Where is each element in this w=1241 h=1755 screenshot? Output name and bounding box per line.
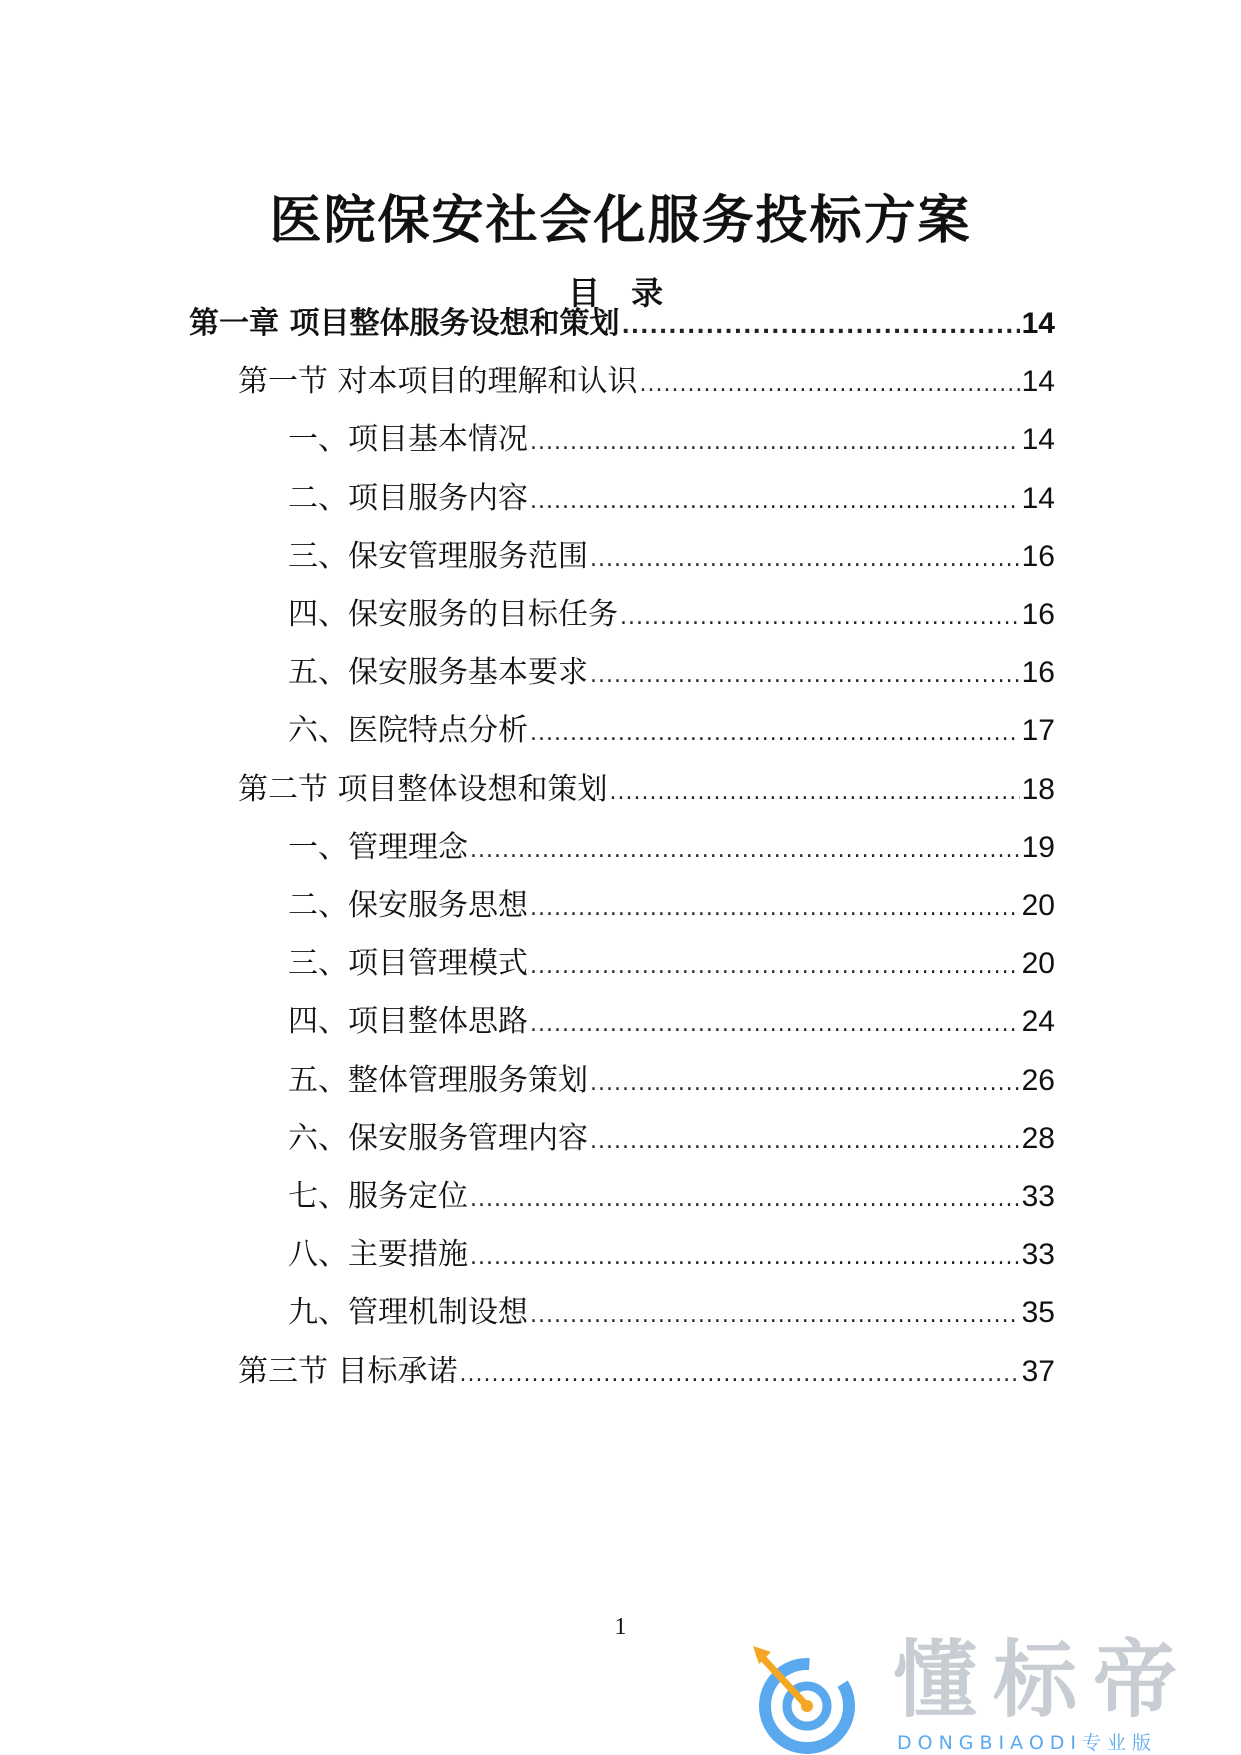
- toc-entry-title: 第一章 项目整体服务设想和策划: [189, 306, 620, 341]
- toc-entry-title: 六、医院特点分析: [288, 713, 528, 749]
- toc-dot-leader: [470, 1241, 1020, 1275]
- toc-dot-leader: [590, 659, 1020, 693]
- toc-entry-page: 14: [1021, 307, 1055, 340]
- toc-entry-title: 七、服务定位: [288, 1179, 468, 1214]
- toc-dot-leader: [530, 485, 1020, 519]
- toc-dot-leader: [530, 892, 1020, 926]
- toc-entry-title: 四、保安服务的目标任务: [288, 597, 618, 632]
- toc-entry[interactable]: [288, 1173, 1055, 1217]
- toc-entry[interactable]: [288, 649, 1055, 693]
- toc-entry-title: 第三节 目标承诺: [238, 1353, 458, 1389]
- toc-entry-page: 17: [1021, 714, 1055, 748]
- watermark-brand: 懂标帝: [893, 1631, 1194, 1729]
- toc-entry[interactable]: [238, 358, 1055, 402]
- toc-entry-page: 24: [1021, 1005, 1055, 1039]
- toc-entry-page: 19: [1021, 830, 1055, 864]
- toc-dot-leader: [530, 717, 1020, 751]
- toc-dot-leader: [470, 834, 1020, 868]
- target-arrow-icon: [745, 1642, 875, 1754]
- toc-entry-page: 14: [1021, 365, 1055, 399]
- toc-entry-title: 九、管理机制设想: [288, 1295, 528, 1331]
- toc-dot-leader: [470, 1183, 1020, 1217]
- toc-dot-leader: [530, 1299, 1020, 1333]
- toc-entry-title: 三、保安管理服务范围: [288, 538, 588, 574]
- toc-entry[interactable]: [189, 300, 1055, 344]
- toc-entry-title: 五、保安服务基本要求: [288, 655, 588, 691]
- toc-entry-page: 35: [1021, 1296, 1055, 1330]
- toc-entry-page: 26: [1021, 1063, 1055, 1097]
- document-title: 医院保安社会化服务投标方案: [269, 191, 972, 251]
- toc-entry[interactable]: [288, 824, 1055, 868]
- toc-entry-title: 六、保安服务管理内容: [288, 1120, 588, 1156]
- toc-dot-leader: [590, 1067, 1020, 1101]
- toc-entry[interactable]: [288, 940, 1055, 984]
- toc-entry-title: 四、项目整体思路: [288, 1004, 528, 1040]
- toc-entry-page: 14: [1021, 423, 1055, 457]
- toc-entry-page: 37: [1021, 1354, 1055, 1388]
- toc-entry[interactable]: [288, 882, 1055, 926]
- toc-entry-page: 33: [1021, 1238, 1055, 1272]
- toc-entry-title: 二、项目服务内容: [288, 480, 528, 516]
- toc-entry[interactable]: [288, 533, 1055, 577]
- toc-entry[interactable]: [288, 591, 1055, 635]
- toc-dot-leader: [640, 368, 1020, 402]
- toc-entry[interactable]: [238, 1348, 1055, 1392]
- toc-entry[interactable]: [288, 416, 1055, 460]
- toc-entry-page: 33: [1021, 1180, 1055, 1213]
- toc-entry[interactable]: [288, 1231, 1055, 1275]
- toc-entry[interactable]: [238, 766, 1055, 810]
- watermark-subtitle: DONGBIAODI专业版: [897, 1732, 1158, 1754]
- toc-entry-title: 一、项目基本情况: [288, 422, 528, 458]
- toc-dot-leader: [590, 543, 1020, 577]
- toc-dot-leader: [590, 1125, 1020, 1159]
- toc-dot-leader: [621, 310, 1019, 344]
- toc-dot-leader: [460, 1358, 1020, 1392]
- toc-entry-title: 第二节 项目整体设想和策划: [238, 771, 608, 807]
- toc-entry-title: 第一节 对本项目的理解和认识: [238, 364, 638, 400]
- toc-entry-page: 20: [1021, 889, 1055, 922]
- toc-entry-title: 八、主要措施: [288, 1237, 468, 1273]
- toc-dot-leader: [620, 601, 1020, 635]
- toc-heading: 目 录: [567, 274, 674, 312]
- toc-entry-title: 三、项目管理模式: [288, 946, 528, 982]
- toc-entry-page: 14: [1021, 481, 1055, 515]
- toc-entry[interactable]: [288, 1115, 1055, 1159]
- toc-entry-page: 28: [1021, 1121, 1055, 1155]
- toc-dot-leader: [610, 776, 1020, 810]
- toc-entry-title: 五、整体管理服务策划: [288, 1062, 588, 1098]
- toc-dot-leader: [530, 950, 1020, 984]
- toc-dot-leader: [530, 1008, 1020, 1042]
- toc-entry[interactable]: [288, 1289, 1055, 1333]
- watermark: [745, 1630, 1215, 1754]
- toc-entry[interactable]: [288, 707, 1055, 751]
- toc-entry-page: 16: [1021, 598, 1055, 631]
- toc-entry-page: 20: [1021, 947, 1055, 981]
- page-number: 1: [614, 1614, 627, 1640]
- toc-entry-title: 一、管理理念: [288, 829, 468, 865]
- toc-entry-title: 二、保安服务思想: [288, 888, 528, 923]
- toc-entry[interactable]: [288, 1057, 1055, 1101]
- toc-entry[interactable]: [288, 998, 1055, 1042]
- toc-entry-page: 16: [1021, 539, 1055, 573]
- toc-dot-leader: [530, 426, 1020, 460]
- toc-entry[interactable]: [288, 475, 1055, 519]
- toc-entry-page: 18: [1021, 772, 1055, 806]
- toc-entry-page: 16: [1021, 656, 1055, 690]
